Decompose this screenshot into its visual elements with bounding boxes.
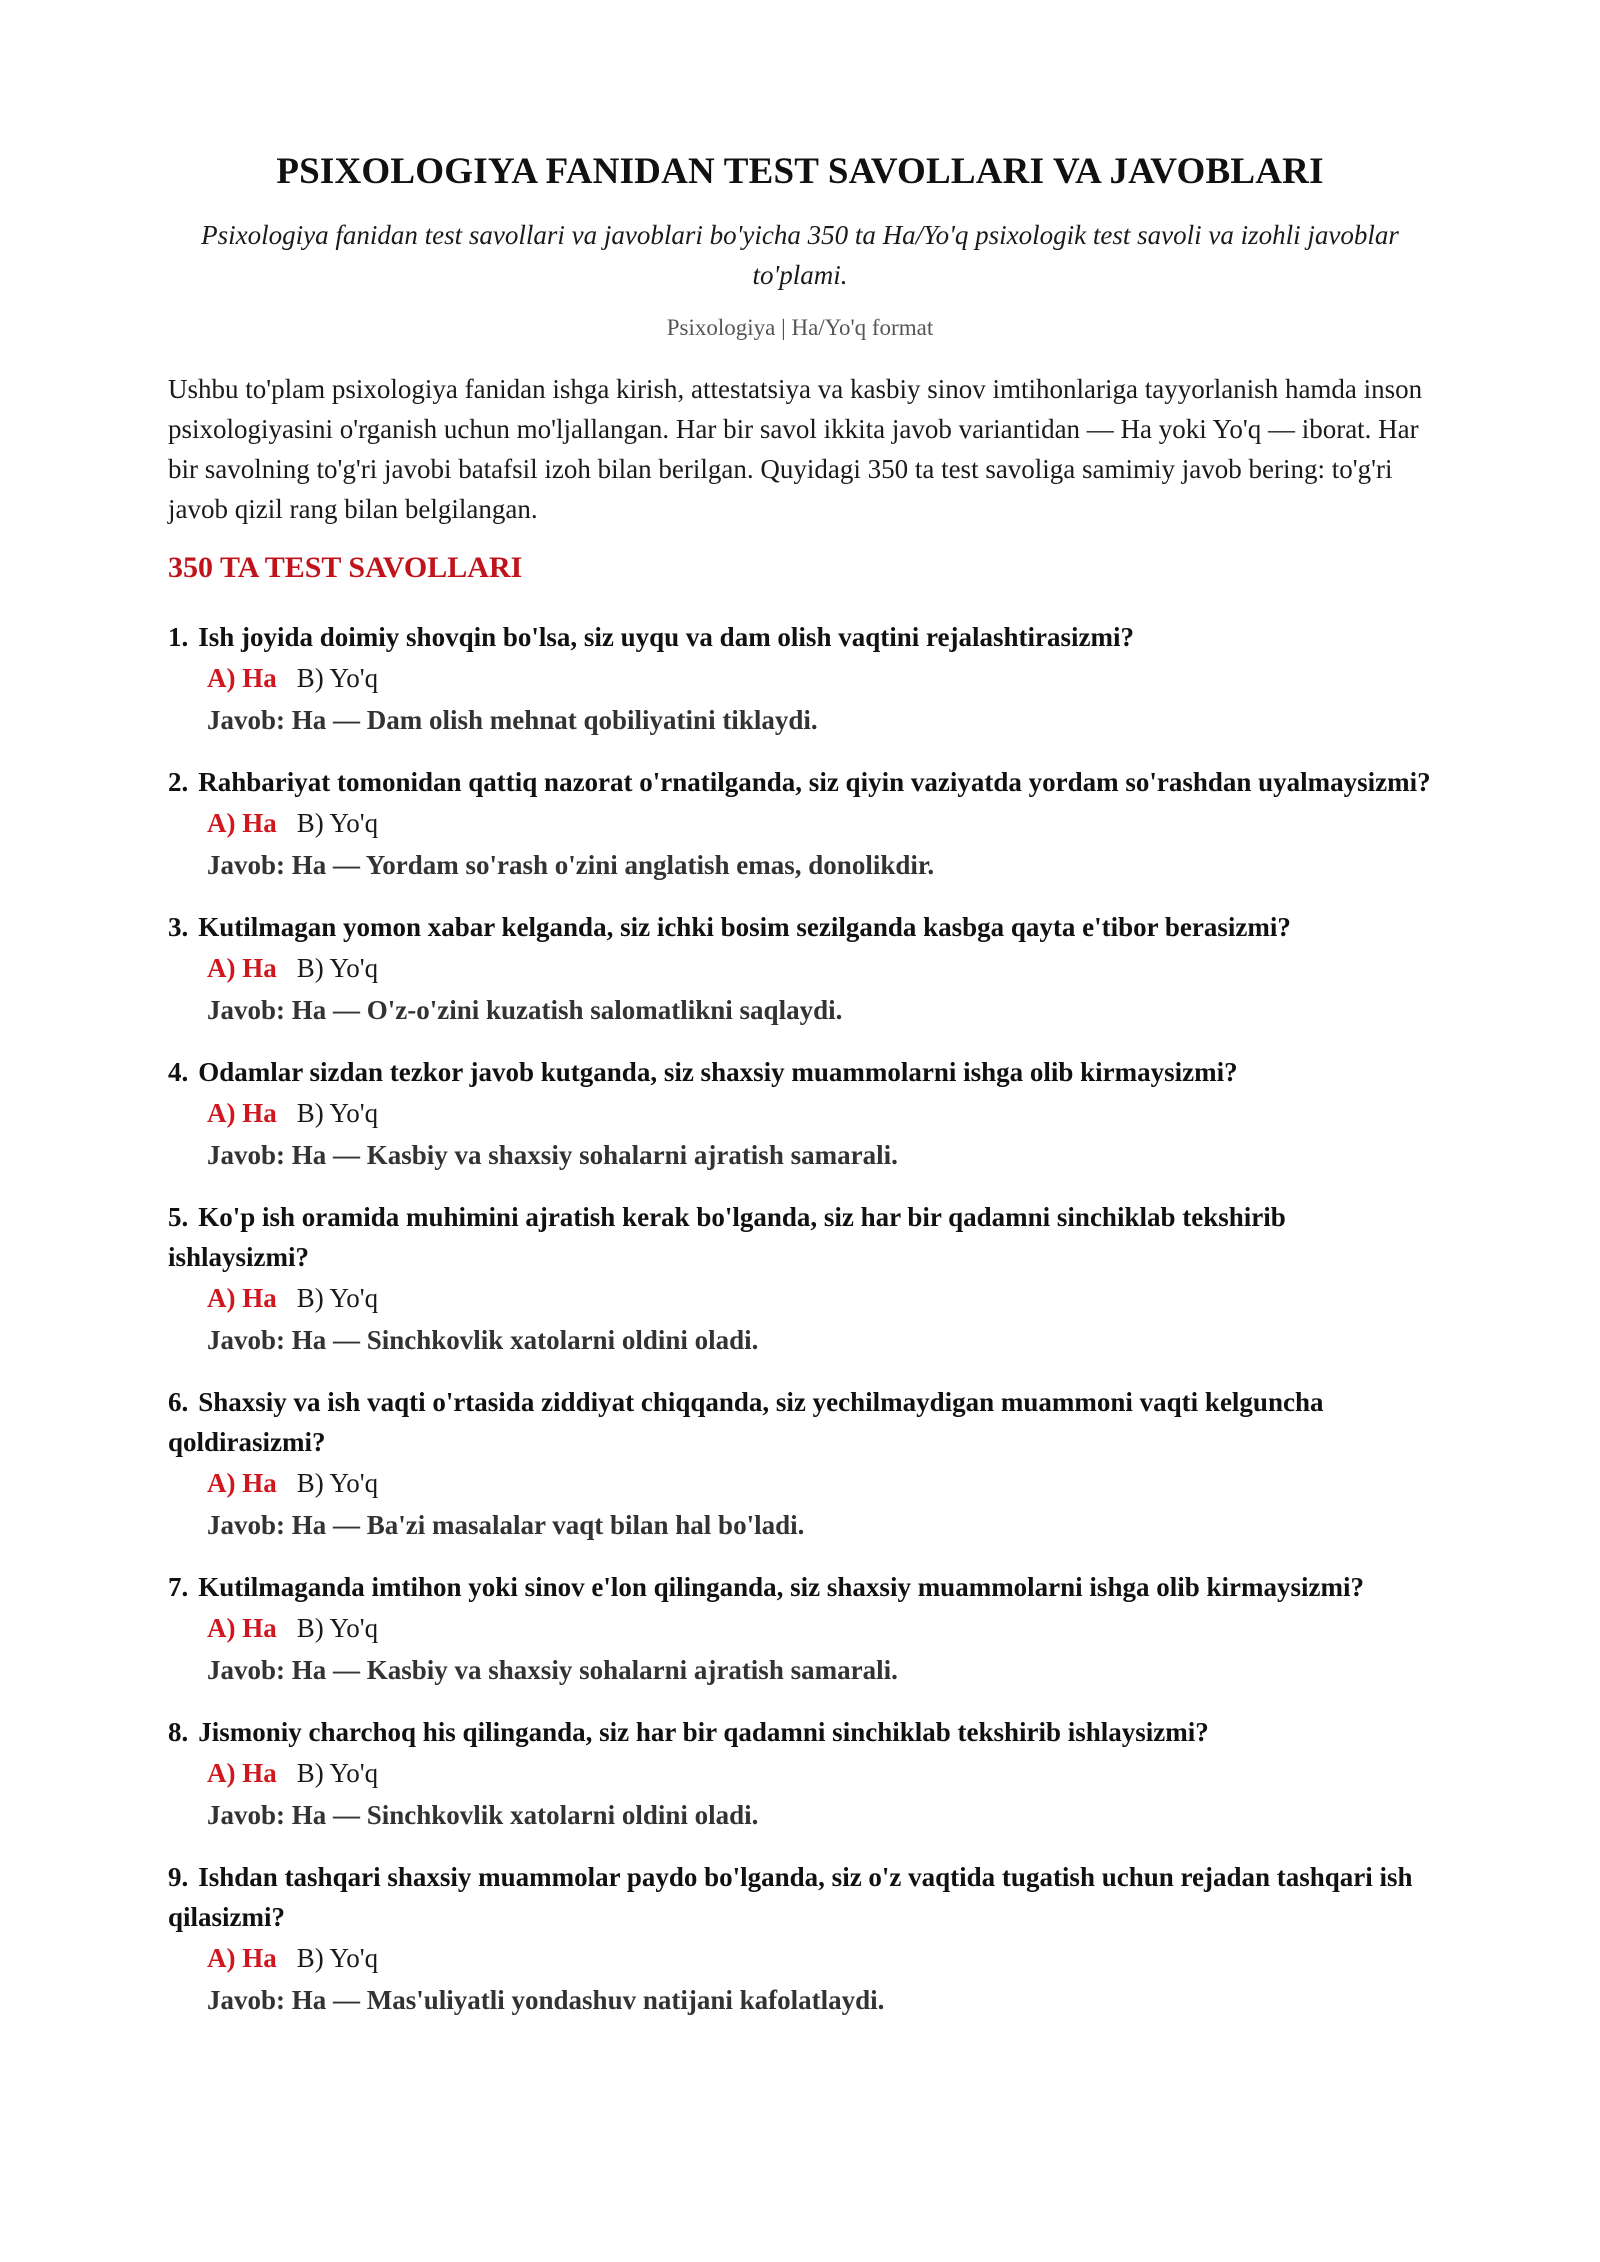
answer-options [168,1937,1432,1979]
question-number: 4. [168,1057,189,1087]
answer-explanation: Javob: Ha — Sinchkovlik xatolarni oldini oladi. [207,1800,759,1830]
answer-options [168,657,1432,699]
intro-paragraph: Ushbu to'plam psixologiya fanidan ishga kirish, attestatsiya va kasbiy sinov imtihonlariga tayyorlanish hamda inson psixologiyasini o'rganish uchun mo'ljallangan. Har bir savol ikkita javob variantidan — Ha yoki Yo'q — iborat. Har bir savolning to'g'ri javobi batafsil izoh bilan berilgan. Quyidagi 350 ta test savoliga samimiy javob bering: to'g'ri javob qizil rang bilan belgilangan. [168,374,1423,524]
answer-options [168,802,1432,844]
answer-options [168,947,1432,989]
question-number: 5. [168,1202,189,1232]
question-number: 9. [168,1862,189,1892]
section-heading: 350 TA TEST SAVOLLARI [168,551,523,584]
question-body: Ishdan tashqari shaxsiy muammolar paydo bo'lganda, siz o'z vaqtida tugatish uchun rejadan tashqari ish qilasizmi? [168,1862,1413,1932]
option-a[interactable]: A) Ha [207,1613,277,1643]
answer-explanation: Javob: Ha — Ba'zi masalalar vaqt bilan hal bo'ladi. [207,1510,805,1540]
answer-options [168,1607,1432,1649]
question-text [168,1052,1432,1092]
answer-explanation: Javob: Ha — Mas'uliyatli yondashuv natijani kafolatlaydi. [207,1985,885,2015]
question-body: Kutilmagan yomon xabar kelganda, siz ichki bosim sezilganda kasbga qayta e'tibor berasizmi? [198,912,1291,942]
question-item [168,907,1432,1031]
question-text [168,1567,1432,1607]
option-a[interactable]: A) Ha [207,1758,277,1788]
question-item [168,1712,1432,1836]
question-text [168,1382,1432,1462]
question-item [168,762,1432,886]
question-list [168,617,1432,2021]
option-b[interactable]: B) Yo'q [296,953,379,983]
option-a[interactable]: A) Ha [207,1468,277,1498]
answer-explanation: Javob: Ha — Kasbiy va shaxsiy sohalarni ajratish samarali. [207,1655,898,1685]
question-text [168,1712,1432,1752]
answer-options [168,1752,1432,1794]
option-a[interactable]: A) Ha [207,1098,277,1128]
question-text [168,762,1432,802]
option-a[interactable]: A) Ha [207,808,277,838]
document-subtitle: Psixologiya fanidan test savollari va javoblari bo'yicha 350 ta Ha/Yo'q psixologik test savoli va izohli javoblar to'plami. [201,220,1399,290]
question-text [168,1197,1432,1277]
question-body: Jismoniy charchoq his qilinganda, siz har bir qadamni sinchiklab tekshirib ishlaysizmi? [198,1717,1209,1747]
question-text [168,907,1432,947]
option-b[interactable]: B) Yo'q [296,1613,379,1643]
question-item [168,1857,1432,2021]
option-b[interactable]: B) Yo'q [296,1098,379,1128]
question-body: Ish joyida doimiy shovqin bo'lsa, siz uyqu va dam olish vaqtini rejalashtirasizmi? [198,622,1134,652]
option-b[interactable]: B) Yo'q [296,808,379,838]
answer-options [168,1277,1432,1319]
question-item [168,1052,1432,1176]
option-b[interactable]: B) Yo'q [296,1283,379,1313]
question-body: Ko'p ish oramida muhimini ajratish kerak bo'lganda, siz har bir qadamni sinchiklab tekshirib ishlaysizmi? [168,1202,1286,1272]
question-number: 8. [168,1717,189,1747]
answer-options [168,1462,1432,1504]
question-number: 2. [168,767,189,797]
answer-explanation: Javob: Ha — Sinchkovlik xatolarni oldini oladi. [207,1325,759,1355]
document-meta: Psixologiya | Ha/Yo'q format [666,315,934,340]
option-a[interactable]: A) Ha [207,1283,277,1313]
question-text [168,1857,1432,1937]
question-body: Shaxsiy va ish vaqti o'rtasida ziddiyat chiqqanda, siz yechilmaydigan muammoni vaqti kelguncha qoldirasizmi? [168,1387,1324,1457]
question-text [168,617,1432,657]
option-a[interactable]: A) Ha [207,953,277,983]
option-a[interactable]: A) Ha [207,663,277,693]
answer-explanation: Javob: Ha — Kasbiy va shaxsiy sohalarni ajratish samarali. [207,1140,898,1170]
question-number: 3. [168,912,189,942]
option-b[interactable]: B) Yo'q [296,1758,379,1788]
answer-explanation: Javob: Ha — O'z-o'zini kuzatish salomatlikni saqlaydi. [207,995,843,1025]
question-number: 6. [168,1387,189,1417]
question-body: Odamlar sizdan tezkor javob kutganda, siz shaxsiy muammolarni ishga olib kirmaysizmi? [198,1057,1238,1087]
answer-explanation: Javob: Ha — Yordam so'rash o'zini anglatish emas, donolikdir. [207,850,935,880]
option-b[interactable]: B) Yo'q [296,1468,379,1498]
question-item [168,1382,1432,1546]
question-number: 1. [168,622,189,652]
question-body: Kutilmaganda imtihon yoki sinov e'lon qilinganda, siz shaxsiy muammolarni ishga olib kirmaysizmi? [198,1572,1364,1602]
question-item [168,617,1432,741]
answer-options [168,1092,1432,1134]
answer-explanation: Javob: Ha — Dam olish mehnat qobiliyatini tiklaydi. [207,705,818,735]
option-a[interactable]: A) Ha [207,1943,277,1973]
option-b[interactable]: B) Yo'q [296,1943,379,1973]
question-item [168,1567,1432,1691]
question-body: Rahbariyat tomonidan qattiq nazorat o'rnatilganda, siz qiyin vaziyatda yordam so'rashdan uyalmaysizmi? [198,767,1431,797]
option-b[interactable]: B) Yo'q [296,663,379,693]
question-item [168,1197,1432,1361]
document-title: PSIXOLOGIYA FANIDAN TEST SAVOLLARI VA JAVOBLARI [276,151,1324,192]
question-number: 7. [168,1572,189,1602]
